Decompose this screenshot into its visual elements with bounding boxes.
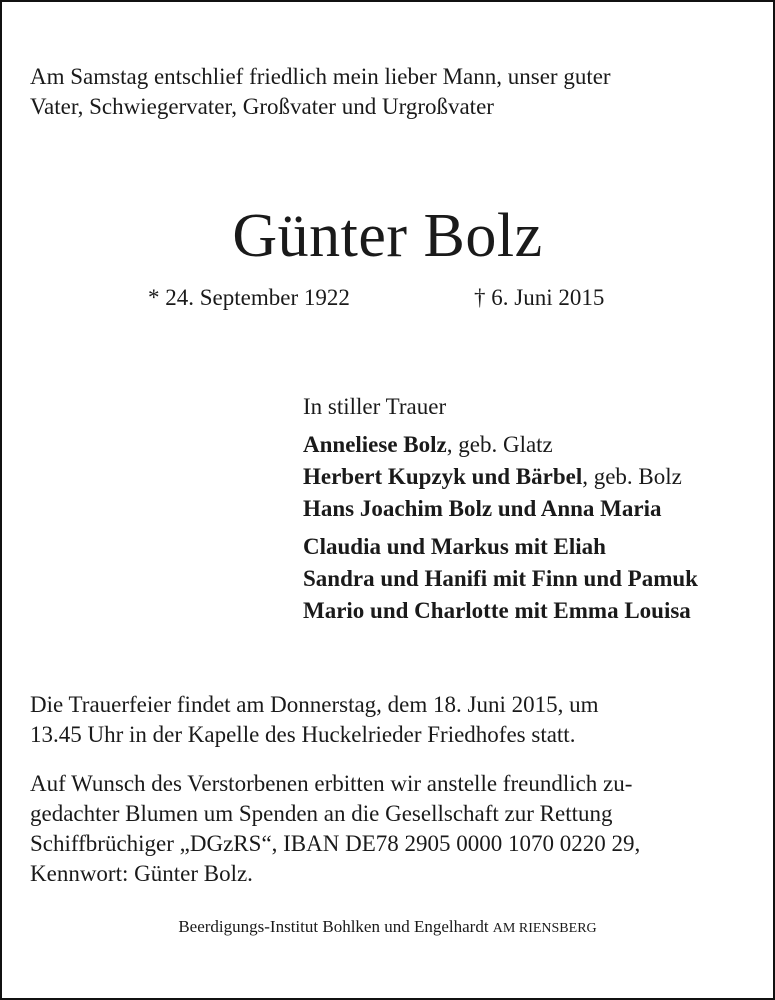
grandchild-line — [303, 595, 763, 627]
mourner-line — [303, 429, 763, 461]
mourners-heading: In stiller Trauer — [303, 394, 447, 419]
donation-info — [30, 769, 752, 889]
donation-line-1: Auf Wunsch des Verstorbenen erbitten wir anstelle freundlich zu- — [30, 771, 633, 796]
donation-line-4: Kennwort: Günter Bolz. — [30, 861, 253, 886]
mourner-line — [303, 461, 763, 493]
death-date: † 6. Juni 2015 — [474, 285, 605, 310]
deceased-name: Günter Bolz — [232, 202, 543, 270]
donation-line-3: Schiffbrüchiger „DGzRS“, IBAN DE78 2905 0000 1070 0220 29, — [30, 831, 641, 856]
funeral-line-2: 13.45 Uhr in der Kapelle des Huckelrieder Friedhofes statt. — [30, 722, 576, 747]
grandchild-line — [303, 563, 763, 595]
intro-line-1: Am Samstag entschlief friedlich mein lieber Mann, unser guter — [30, 64, 611, 89]
funeral-home-location: AM RIENSBERG — [492, 921, 597, 936]
intro-text — [30, 62, 752, 122]
mourner-name: Herbert Kupzyk und Bärbel — [303, 464, 583, 489]
intro-line-2: Vater, Schwiegervater, Großvater und Urgroßvater — [30, 94, 494, 119]
grandchild-line — [303, 531, 763, 563]
grandchild-name: Mario und Charlotte mit Emma Louisa — [303, 598, 691, 623]
funeral-home — [2, 916, 773, 940]
mourner-suffix: , geb. Glatz — [446, 432, 553, 457]
donation-line-2: gedachter Blumen um Spenden an die Gesellschaft zur Rettung — [30, 801, 613, 826]
mourner-line — [303, 493, 763, 525]
funeral-info — [30, 690, 752, 750]
grandchild-name: Sandra und Hanifi mit Finn und Pamuk — [303, 566, 698, 591]
mourner-name: Anneliese Bolz — [303, 432, 447, 457]
funeral-home-name: Beerdigungs-Institut Bohlken und Engelhardt — [178, 917, 489, 936]
grandchild-name: Claudia und Markus mit Eliah — [303, 534, 606, 559]
birth-date: * 24. September 1922 — [148, 285, 350, 310]
mourner-suffix: , geb. Bolz — [582, 464, 682, 489]
mourner-name: Hans Joachim Bolz und Anna Maria — [303, 496, 662, 521]
mourners-block — [303, 391, 763, 627]
funeral-line-1: Die Trauerfeier findet am Donnerstag, dem 18. Juni 2015, um — [30, 692, 599, 717]
